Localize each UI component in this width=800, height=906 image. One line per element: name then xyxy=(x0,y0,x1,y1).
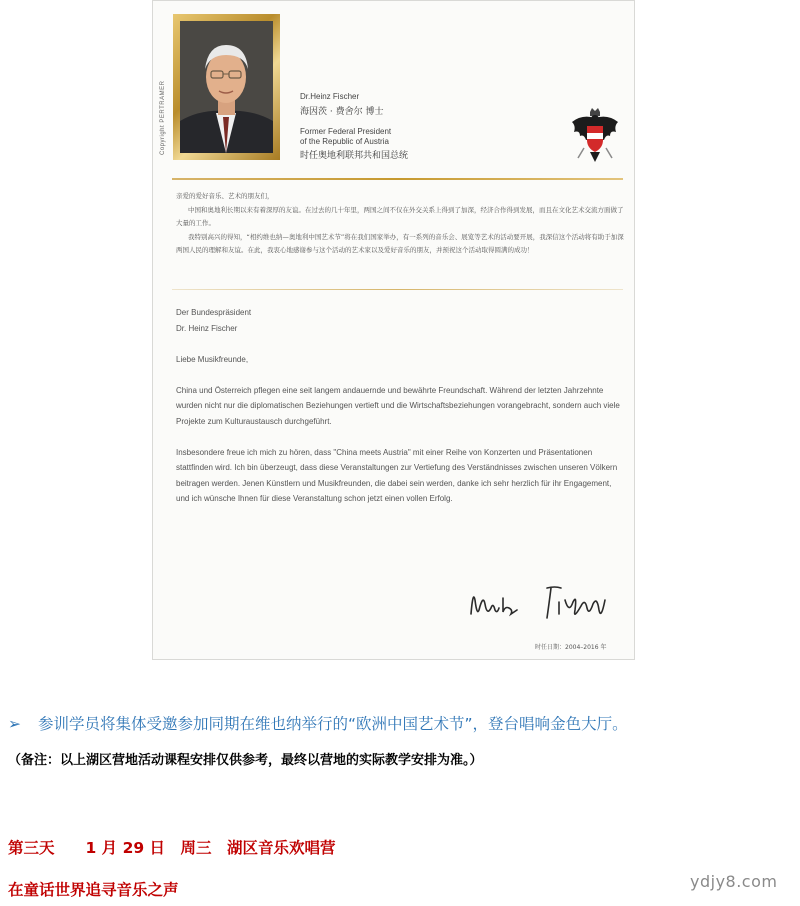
title-chinese: 时任奥地利联邦共和国总统 xyxy=(300,151,409,161)
handwritten-signature xyxy=(465,580,625,625)
site-watermark: ydjy8.com xyxy=(690,872,778,891)
chinese-paragraph-1: 中国和奥地利长期以来有着深厚的友谊。在过去的几十年里，两国之间不仅在外交关系上得到了加深，经济合作得到发展，而且在文化艺术交流方面做了大量的工作。 xyxy=(176,205,624,228)
day-subtitle: 在童话世界追寻音乐之声 xyxy=(8,881,179,899)
photo-copyright: Copyright PERTRAMER xyxy=(160,80,166,155)
gold-divider-middle xyxy=(172,289,623,290)
german-letter-body xyxy=(176,305,626,522)
german-sender-title: Der Bundespräsident xyxy=(176,308,252,317)
arrow-bullet-icon: ➢ xyxy=(8,715,21,733)
bullet-item xyxy=(8,712,628,734)
bullet-text: 参训学员将集体受邀参加同期在维也纳举行的“欧洲中国艺术节”，登台唱响金色大厅。 xyxy=(38,715,628,733)
term-of-office: 时任日期：2004–2016 年 xyxy=(535,644,607,651)
remark-note: （备注：以上湖区营地活动课程安排仅供参考，最终以营地的实际教学安排为准。） xyxy=(8,753,483,768)
german-paragraph-1: China und Österreich pflegen eine seit langem andauernde und bewährte Freundschaft. Während der letzten Jahrzehnte wurden nicht nur die diplomatischen Beziehungen vertieft und die Wirtschaftsbeziehungen vorangebracht, sondern auch viele Projekte zum Kulturaustausch durchgeführt. xyxy=(176,385,620,426)
chinese-greeting: 亲爱的爱好音乐、艺术的朋友们， xyxy=(176,192,274,200)
title-english-2: of the Republic of Austria xyxy=(300,137,389,146)
german-salutation: Liebe Musikfreunde, xyxy=(176,354,249,364)
german-sender-name: Dr. Heinz Fischer xyxy=(176,323,238,333)
letter-header xyxy=(300,92,408,161)
austrian-eagle-emblem xyxy=(570,108,620,164)
gold-divider-top xyxy=(172,178,623,180)
day-heading: 第三天 1 月 29 日 周三 湖区音乐欢唱营 xyxy=(8,839,336,857)
portrait-photo xyxy=(180,21,273,153)
name-english: Dr.Heinz Fischer xyxy=(300,92,360,101)
title-english-1: Former Federal President xyxy=(300,127,392,136)
chinese-paragraph-2: 我特别高兴的得知，“相约维也纳—奥地利中国艺术节”将在我们国家举办，有一系列的音乐会、展览等艺术的活动要开展，我深信这个活动将有助于加深两国人民的理解和友谊。在此，我衷心地感谢参与这个活动的艺术家以及爱好音乐的朋友，并预祝这个活动取得圆满的成功！ xyxy=(176,232,624,255)
chinese-letter-body xyxy=(176,190,624,258)
german-paragraph-2: Insbesondere freue ich mich zu hören, dass "China meets Austria" mit einer Reihe von Konzerten und Präsentationen stattfinden wird. Ich bin überzeugt, dass diese Veranstaltungen zur Vertiefung des Verständnisses zwischen unseren Völkern beitragen werden. Jenen Künstlern und Musikfreunden, die dabei sein werden, danke ich sehr herzlich für ihr Engagement, und ich wünsche Ihnen für diese Veranstaltung schon jetzt einen vollen Erfolg. xyxy=(176,447,618,503)
name-chinese: 海因茨 · 费舍尔 博士 xyxy=(300,107,384,117)
portrait-frame xyxy=(173,14,280,160)
